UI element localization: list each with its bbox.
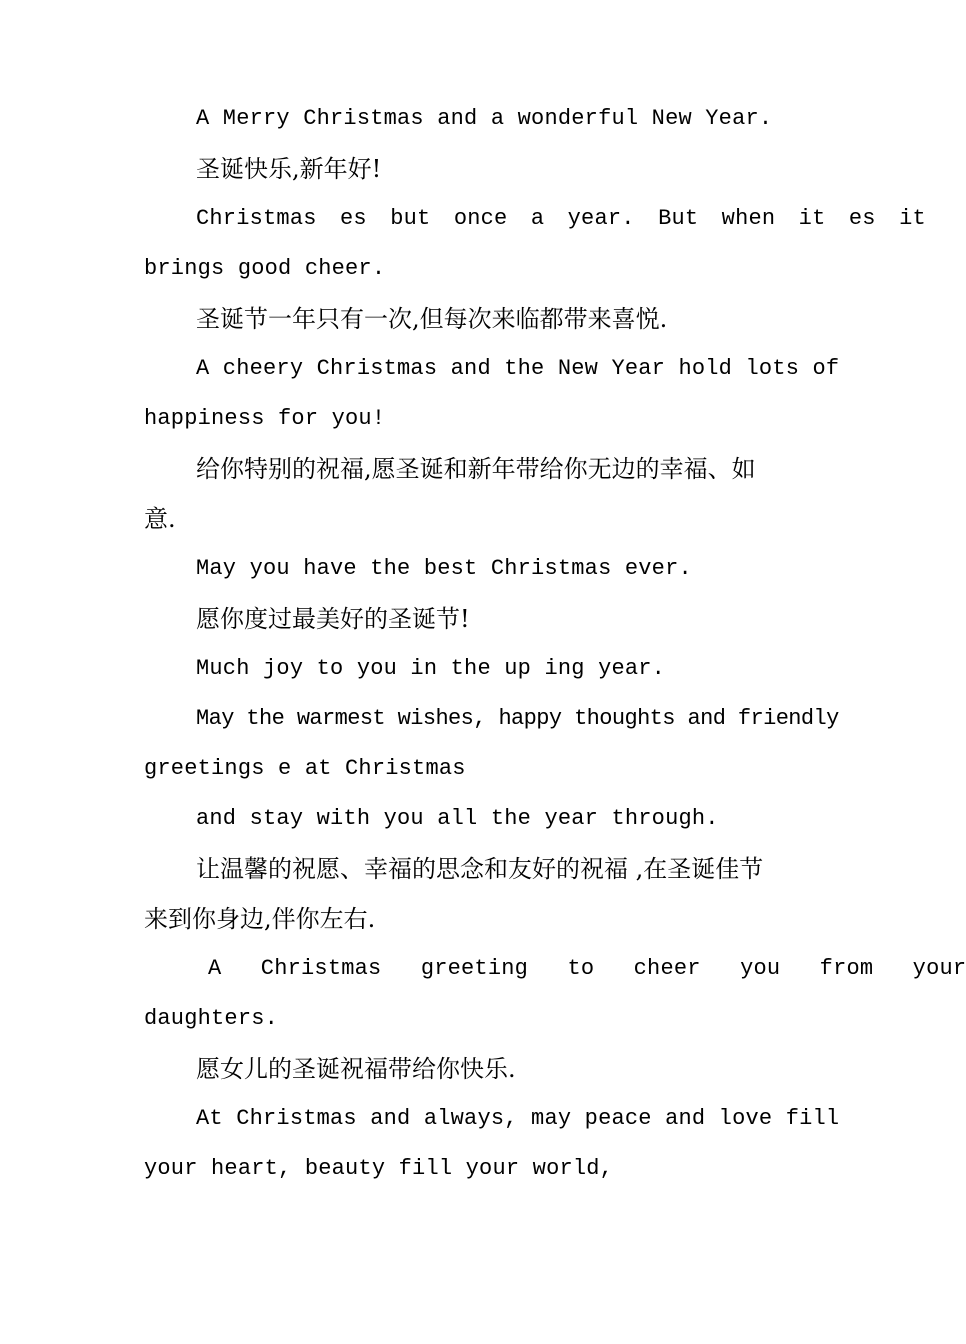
text-line: A cheery Christmas and the New Year hold lots of: [196, 356, 840, 381]
text-line: your heart, beauty fill your world,: [144, 1156, 614, 1181]
text-line: 愿你度过最美好的圣诞节!: [196, 605, 470, 633]
text-line: daughters.: [144, 1006, 279, 1031]
text-line: 让温馨的祝愿、幸福的思念和友好的祝福 ,在圣诞佳节: [196, 855, 764, 883]
text-line: Christmas es but once a year. But when it es it: [196, 206, 926, 231]
text-line: 圣诞节一年只有一次,但每次来临都带来喜悦.: [196, 305, 668, 333]
text-line: and stay with you all the year through.: [196, 806, 719, 831]
text-line: 圣诞快乐,新年好!: [196, 155, 382, 183]
text-line: happiness for you!: [144, 406, 386, 431]
text-line: May you have the best Christmas ever.: [196, 556, 692, 581]
text-line: May the warmest wishes, happy thoughts and friendly: [196, 706, 839, 731]
text-line: 给你特别的祝福,愿圣诞和新年带给你无边的幸福、如: [196, 455, 756, 483]
text-line: Much joy to you in the up ing year.: [196, 656, 666, 681]
text-line: At Christmas and always, may peace and love fill: [196, 1106, 840, 1131]
text-line: brings good cheer.: [144, 256, 386, 281]
text-line: 来到你身边,伴你左右.: [144, 905, 376, 933]
text-line: 意.: [144, 505, 176, 533]
text-line: A Christmas greeting to cheer you from your: [208, 956, 966, 981]
text-line: 愿女儿的圣诞祝福带给你快乐.: [196, 1055, 516, 1083]
text-line: greetings e at Christmas: [144, 756, 466, 781]
text-line: A Merry Christmas and a wonderful New Year.: [196, 106, 773, 131]
